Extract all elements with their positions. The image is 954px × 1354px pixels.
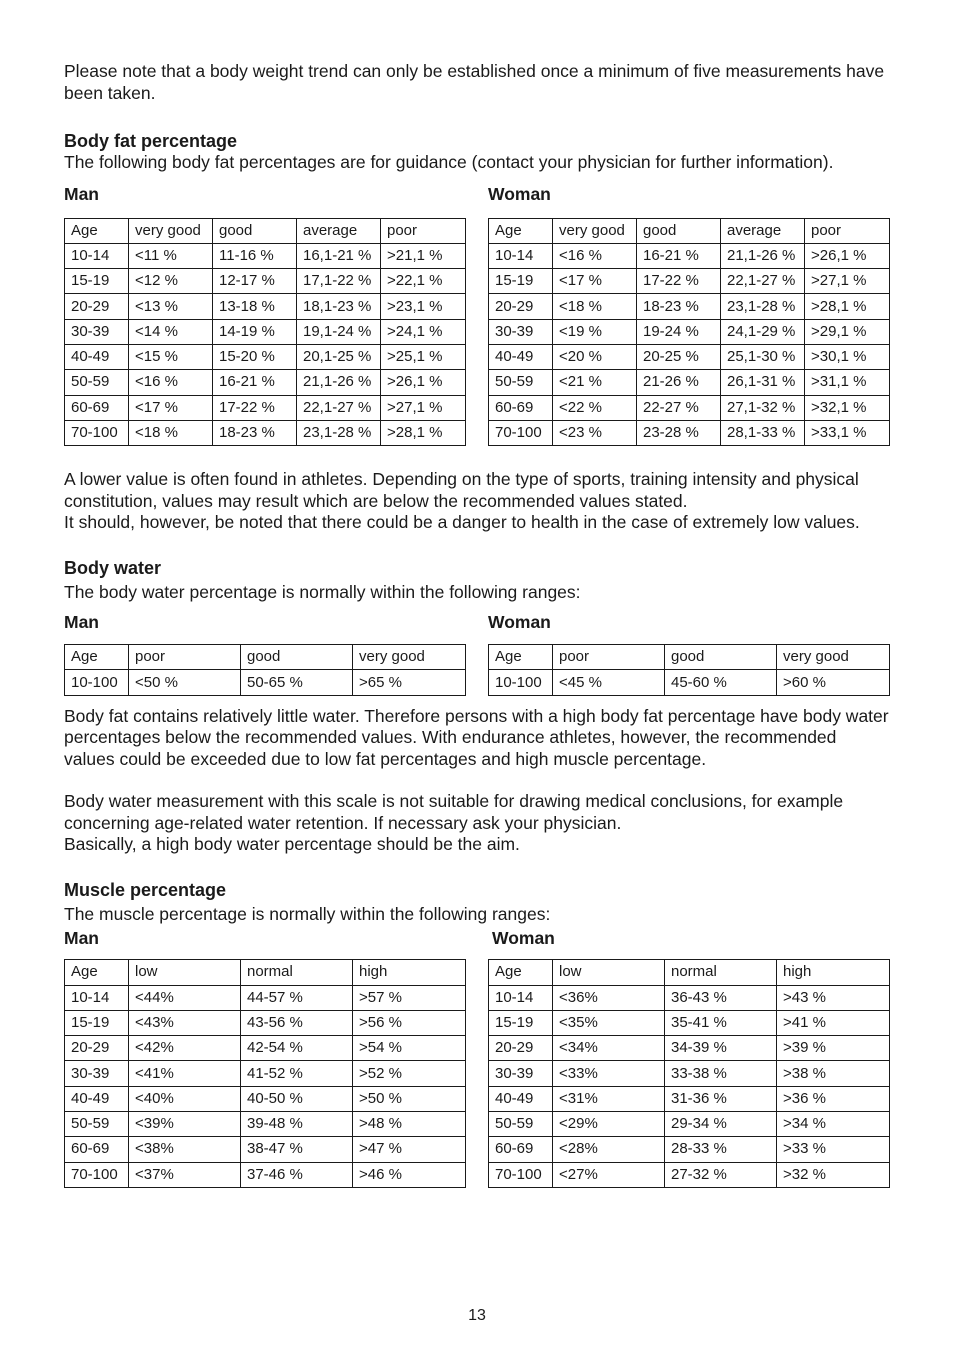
table-row <box>65 670 466 695</box>
table-row <box>65 344 466 369</box>
table-row <box>489 1010 890 1035</box>
column-header: normal <box>665 960 777 985</box>
value-cell: <41% <box>129 1061 241 1086</box>
value-cell: <20 % <box>553 344 637 369</box>
table-row <box>489 420 890 445</box>
value-cell: <17 % <box>129 395 213 420</box>
value-cell: 15-20 % <box>213 344 297 369</box>
table-row <box>489 294 890 319</box>
value-cell: 37-46 % <box>241 1162 353 1187</box>
age-cell: 10-14 <box>65 243 129 268</box>
value-cell: <33% <box>553 1061 665 1086</box>
table-header-row <box>489 645 890 670</box>
value-cell: <15 % <box>129 344 213 369</box>
value-cell: 21,1-26 % <box>721 243 805 268</box>
value-cell: >29,1 % <box>805 319 890 344</box>
value-cell: <28% <box>553 1137 665 1162</box>
value-cell: >34 % <box>777 1112 890 1137</box>
body-water-note-3: Basically, a high body water percentage should be the aim. <box>64 834 520 855</box>
value-cell: >33,1 % <box>805 420 890 445</box>
value-cell: >32 % <box>777 1162 890 1187</box>
age-cell: 15-19 <box>489 269 553 294</box>
column-header: very good <box>129 218 213 243</box>
value-cell: 33-38 % <box>665 1061 777 1086</box>
value-cell: 36-43 % <box>665 985 777 1010</box>
value-cell: <29% <box>553 1112 665 1137</box>
man-label: Man <box>64 928 99 949</box>
value-cell: <50 % <box>129 670 241 695</box>
value-cell: 14-19 % <box>213 319 297 344</box>
table-row <box>65 1137 466 1162</box>
value-cell: >46 % <box>353 1162 466 1187</box>
value-cell: 16-21 % <box>213 370 297 395</box>
body-fat-man <box>64 183 465 447</box>
value-cell: >24,1 % <box>381 319 466 344</box>
age-cell: 50-59 <box>65 1112 129 1137</box>
column-header: high <box>777 960 890 985</box>
body-water-woman-table <box>488 644 890 696</box>
age-cell: 50-59 <box>65 370 129 395</box>
table-row <box>65 1061 466 1086</box>
age-cell: 30-39 <box>489 319 553 344</box>
value-cell: 18,1-23 % <box>297 294 381 319</box>
table-header-row <box>65 960 466 985</box>
body-fat-woman <box>488 183 889 447</box>
value-cell: 13-18 % <box>213 294 297 319</box>
value-cell: <43% <box>129 1010 241 1035</box>
body-fat-note-1: A lower value is often found in athletes. Depending on the type of sports, training intensity and physical constitution, values may result which are below the recommended values stated. <box>64 469 859 511</box>
muscle-woman <box>488 927 889 1188</box>
table-row <box>65 1010 466 1035</box>
value-cell: >32,1 % <box>805 395 890 420</box>
age-cell: 10-100 <box>489 670 553 695</box>
body-fat-man-table <box>64 218 466 447</box>
value-cell: >60 % <box>777 670 890 695</box>
column-header: poor <box>129 645 241 670</box>
column-header: good <box>213 218 297 243</box>
page-number: 13 <box>468 1307 486 1324</box>
table-row <box>489 269 890 294</box>
value-cell: 27-32 % <box>665 1162 777 1187</box>
value-cell: 17-22 % <box>213 395 297 420</box>
table-row <box>65 1086 466 1111</box>
table-header-row <box>489 960 890 985</box>
value-cell: <35% <box>553 1010 665 1035</box>
age-cell: 15-19 <box>65 1010 129 1035</box>
age-cell: 30-39 <box>489 1061 553 1086</box>
table-row <box>489 1112 890 1137</box>
body-water-man <box>64 611 465 696</box>
muscle-man-table <box>64 959 466 1188</box>
body-fat-intro: The following body fat percentages are for guidance (contact your physician for further information). <box>64 152 834 172</box>
age-cell: 70-100 <box>65 1162 129 1187</box>
table-row <box>489 1137 890 1162</box>
value-cell: <37% <box>129 1162 241 1187</box>
body-water-note-1: Body fat contains relatively little water. Therefore persons with a high body fat percentage have body water percentages below the recommended values. With endurance athletes, however, the recommended values could be exceeded due to low fat percentages and high muscle percentage. <box>64 705 889 769</box>
column-header: very good <box>777 645 890 670</box>
age-cell: 10-100 <box>65 670 129 695</box>
value-cell: 25,1-30 % <box>721 344 805 369</box>
value-cell: 26,1-31 % <box>721 370 805 395</box>
value-cell: >52 % <box>353 1061 466 1086</box>
age-cell: 40-49 <box>65 1086 129 1111</box>
age-cell: 50-59 <box>489 370 553 395</box>
age-cell: 20-29 <box>65 294 129 319</box>
table-row <box>489 1162 890 1187</box>
table-row <box>489 985 890 1010</box>
value-cell: 45-60 % <box>665 670 777 695</box>
age-cell: 70-100 <box>489 420 553 445</box>
value-cell: 41-52 % <box>241 1061 353 1086</box>
woman-label: Woman <box>488 612 551 633</box>
value-cell: <18 % <box>129 420 213 445</box>
column-header: Age <box>489 960 553 985</box>
table-row <box>489 670 890 695</box>
value-cell: 21,1-26 % <box>297 370 381 395</box>
value-cell: >47 % <box>353 1137 466 1162</box>
value-cell: >25,1 % <box>381 344 466 369</box>
table-row <box>489 1061 890 1086</box>
body-water-note-2: Body water measurement with this scale is not suitable for drawing medical conclusions, for example concerning age-related water retention. If necessary ask your physician. <box>64 791 844 833</box>
value-cell: <45 % <box>553 670 665 695</box>
value-cell: 21-26 % <box>637 370 721 395</box>
value-cell: >28,1 % <box>381 420 466 445</box>
value-cell: 24,1-29 % <box>721 319 805 344</box>
value-cell: <14 % <box>129 319 213 344</box>
value-cell: 17,1-22 % <box>297 269 381 294</box>
intro-text: Please note that a body weight trend can only be established once a minimum of five measurements have been taken. <box>64 61 885 103</box>
value-cell: 19,1-24 % <box>297 319 381 344</box>
value-cell: <17 % <box>553 269 637 294</box>
body-water-section <box>64 557 889 856</box>
value-cell: >26,1 % <box>805 243 890 268</box>
value-cell: >36 % <box>777 1086 890 1111</box>
value-cell: 23-28 % <box>637 420 721 445</box>
table-row <box>489 243 890 268</box>
column-header: high <box>353 960 466 985</box>
body-fat-section <box>64 130 889 534</box>
column-header: Age <box>489 218 553 243</box>
value-cell: 20-25 % <box>637 344 721 369</box>
value-cell: <13 % <box>129 294 213 319</box>
body-water-heading: Body water <box>64 557 162 578</box>
table-row <box>65 420 466 445</box>
table-row <box>65 1162 466 1187</box>
value-cell: 27,1-32 % <box>721 395 805 420</box>
table-row <box>65 370 466 395</box>
value-cell: <38% <box>129 1137 241 1162</box>
man-label: Man <box>64 183 99 204</box>
muscle-woman-table <box>488 959 890 1188</box>
column-header: low <box>129 960 241 985</box>
column-header: good <box>665 645 777 670</box>
value-cell: 18-23 % <box>637 294 721 319</box>
value-cell: <21 % <box>553 370 637 395</box>
table-header-row <box>65 218 466 243</box>
value-cell: 40-50 % <box>241 1086 353 1111</box>
table-row <box>489 1036 890 1061</box>
value-cell: >27,1 % <box>805 269 890 294</box>
value-cell: <40% <box>129 1086 241 1111</box>
column-header: Age <box>65 218 129 243</box>
value-cell: >50 % <box>353 1086 466 1111</box>
value-cell: 22-27 % <box>637 395 721 420</box>
value-cell: >41 % <box>777 1010 890 1035</box>
column-header: Age <box>65 645 129 670</box>
body-water-woman <box>488 611 889 696</box>
value-cell: >54 % <box>353 1036 466 1061</box>
column-header: very good <box>353 645 466 670</box>
body-fat-heading: Body fat percentage <box>64 131 238 151</box>
table-row <box>65 243 466 268</box>
table-row <box>65 395 466 420</box>
value-cell: 20,1-25 % <box>297 344 381 369</box>
muscle-intro: The muscle percentage is normally within the following ranges: <box>64 903 551 924</box>
column-header: Age <box>489 645 553 670</box>
table-row <box>489 370 890 395</box>
table-row <box>65 269 466 294</box>
muscle-heading: Muscle percentage <box>64 879 227 900</box>
value-cell: >21,1 % <box>381 243 466 268</box>
value-cell: 44-57 % <box>241 985 353 1010</box>
value-cell: <27% <box>553 1162 665 1187</box>
value-cell: <18 % <box>553 294 637 319</box>
value-cell: 28,1-33 % <box>721 420 805 445</box>
value-cell: 19-24 % <box>637 319 721 344</box>
table-row <box>489 395 890 420</box>
table-header-row <box>489 218 890 243</box>
value-cell: 22,1-27 % <box>721 269 805 294</box>
value-cell: <39% <box>129 1112 241 1137</box>
value-cell: 50-65 % <box>241 670 353 695</box>
value-cell: 11-16 % <box>213 243 297 268</box>
age-cell: 40-49 <box>489 1086 553 1111</box>
table-row <box>65 985 466 1010</box>
body-water-intro: The body water percentage is normally within the following ranges: <box>64 581 581 602</box>
value-cell: <23 % <box>553 420 637 445</box>
table-row <box>489 344 890 369</box>
value-cell: 12-17 % <box>213 269 297 294</box>
age-cell: 60-69 <box>65 395 129 420</box>
value-cell: 22,1-27 % <box>297 395 381 420</box>
age-cell: 20-29 <box>489 1036 553 1061</box>
column-header: poor <box>381 218 466 243</box>
age-cell: 10-14 <box>65 985 129 1010</box>
table-header-row <box>65 645 466 670</box>
value-cell: <34% <box>553 1036 665 1061</box>
value-cell: 16,1-21 % <box>297 243 381 268</box>
value-cell: >28,1 % <box>805 294 890 319</box>
value-cell: 16-21 % <box>637 243 721 268</box>
table-row <box>65 319 466 344</box>
value-cell: >43 % <box>777 985 890 1010</box>
value-cell: <16 % <box>553 243 637 268</box>
age-cell: 60-69 <box>489 395 553 420</box>
value-cell: >48 % <box>353 1112 466 1137</box>
value-cell: <11 % <box>129 243 213 268</box>
value-cell: 28-33 % <box>665 1137 777 1162</box>
value-cell: 29-34 % <box>665 1112 777 1137</box>
age-cell: 30-39 <box>65 319 129 344</box>
value-cell: >27,1 % <box>381 395 466 420</box>
age-cell: 20-29 <box>65 1036 129 1061</box>
value-cell: <22 % <box>553 395 637 420</box>
value-cell: >39 % <box>777 1036 890 1061</box>
value-cell: <44% <box>129 985 241 1010</box>
woman-label: Woman <box>492 928 555 949</box>
value-cell: >31,1 % <box>805 370 890 395</box>
column-header: average <box>721 218 805 243</box>
age-cell: 10-14 <box>489 985 553 1010</box>
value-cell: 43-56 % <box>241 1010 353 1035</box>
age-cell: 30-39 <box>65 1061 129 1086</box>
value-cell: 31-36 % <box>665 1086 777 1111</box>
column-header: low <box>553 960 665 985</box>
body-fat-note-2: It should, however, be noted that there could be a danger to health in the case of extremely low values. <box>64 512 860 533</box>
age-cell: 70-100 <box>489 1162 553 1187</box>
table-row <box>489 1086 890 1111</box>
age-cell: 10-14 <box>489 243 553 268</box>
column-header: good <box>241 645 353 670</box>
woman-label: Woman <box>488 183 551 204</box>
value-cell: >57 % <box>353 985 466 1010</box>
man-label: Man <box>64 612 99 633</box>
value-cell: 34-39 % <box>665 1036 777 1061</box>
value-cell: 18-23 % <box>213 420 297 445</box>
column-header: good <box>637 218 721 243</box>
value-cell: 38-47 % <box>241 1137 353 1162</box>
value-cell: >33 % <box>777 1137 890 1162</box>
value-cell: >22,1 % <box>381 269 466 294</box>
age-cell: 20-29 <box>489 294 553 319</box>
table-row <box>489 319 890 344</box>
value-cell: 17-22 % <box>637 269 721 294</box>
age-cell: 40-49 <box>489 344 553 369</box>
column-header: very good <box>553 218 637 243</box>
value-cell: >26,1 % <box>381 370 466 395</box>
column-header: Age <box>65 960 129 985</box>
table-row <box>65 1112 466 1137</box>
value-cell: 42-54 % <box>241 1036 353 1061</box>
table-row <box>65 294 466 319</box>
body-water-man-table <box>64 644 466 696</box>
value-cell: <42% <box>129 1036 241 1061</box>
value-cell: >65 % <box>353 670 466 695</box>
age-cell: 70-100 <box>65 420 129 445</box>
age-cell: 60-69 <box>65 1137 129 1162</box>
value-cell: <16 % <box>129 370 213 395</box>
age-cell: 15-19 <box>489 1010 553 1035</box>
value-cell: >38 % <box>777 1061 890 1086</box>
age-cell: 60-69 <box>489 1137 553 1162</box>
value-cell: >23,1 % <box>381 294 466 319</box>
value-cell: 23,1-28 % <box>721 294 805 319</box>
document-page <box>64 61 889 1188</box>
value-cell: 35-41 % <box>665 1010 777 1035</box>
value-cell: 23,1-28 % <box>297 420 381 445</box>
table-row <box>65 1036 466 1061</box>
age-cell: 15-19 <box>65 269 129 294</box>
age-cell: 40-49 <box>65 344 129 369</box>
value-cell: <36% <box>553 985 665 1010</box>
muscle-man <box>64 927 465 1188</box>
value-cell: <12 % <box>129 269 213 294</box>
value-cell: >30,1 % <box>805 344 890 369</box>
muscle-section <box>64 879 889 1188</box>
value-cell: 39-48 % <box>241 1112 353 1137</box>
column-header: average <box>297 218 381 243</box>
value-cell: >56 % <box>353 1010 466 1035</box>
age-cell: 50-59 <box>489 1112 553 1137</box>
body-fat-woman-table <box>488 218 890 447</box>
value-cell: <31% <box>553 1086 665 1111</box>
column-header: poor <box>805 218 890 243</box>
value-cell: <19 % <box>553 319 637 344</box>
column-header: poor <box>553 645 665 670</box>
column-header: normal <box>241 960 353 985</box>
